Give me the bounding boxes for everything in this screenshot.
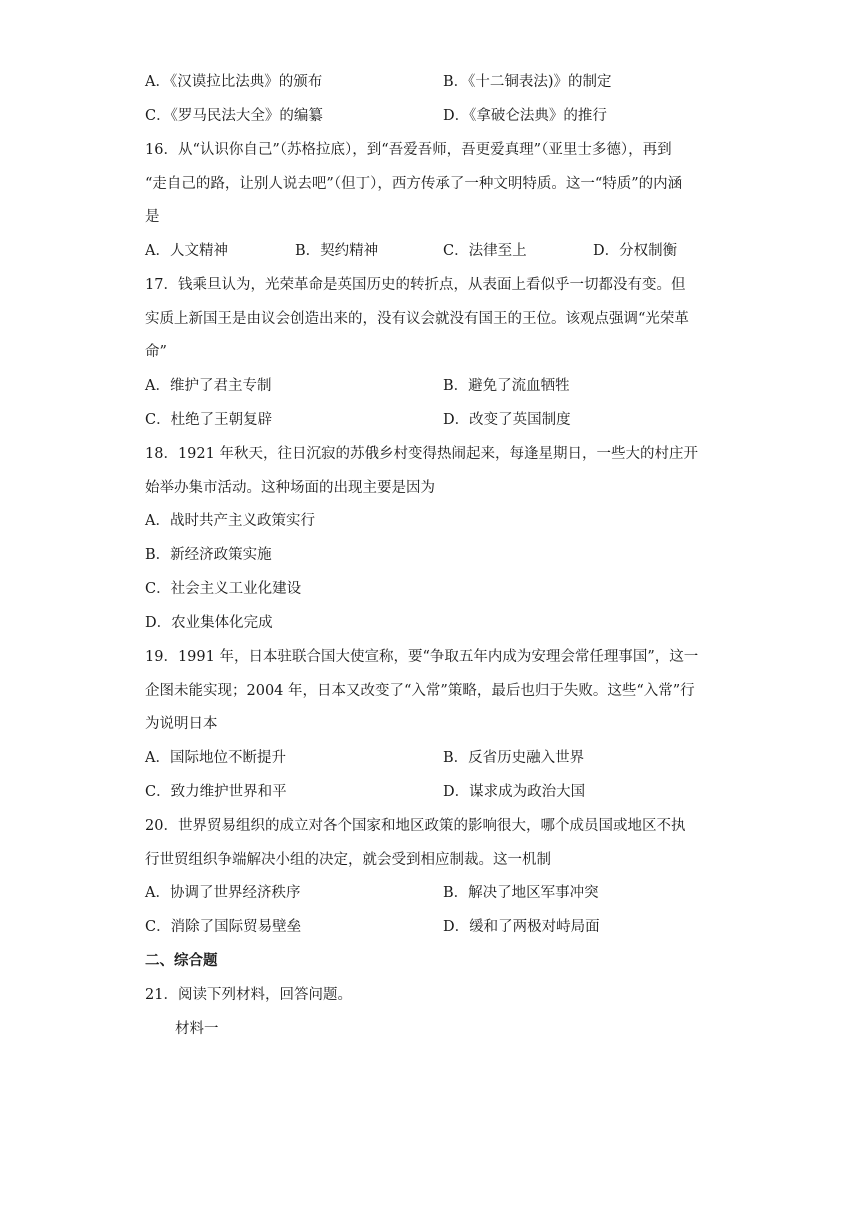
q16-stem-line-1: 16．从“认识你自己”（苏格拉底），到“吾爱吾师，吾更爱真理”（亚里士多德），再到 <box>145 142 672 158</box>
q16-stem-line-3: 是 <box>145 209 160 225</box>
q18-stem-line-2: 始举办集市活动。这种场面的出现主要是因为 <box>145 480 435 496</box>
q16-option-a: A．人文精神 <box>145 243 228 259</box>
q19-option-a: A．国际地位不断提升 <box>145 750 286 766</box>
q19-option-b: B．反省历史融入世界 <box>443 750 585 766</box>
section-title: 二、综合题 <box>145 952 218 969</box>
q20-stem-line-1: 20．世界贸易组织的成立对各个国家和地区政策的影响很大，哪个成员国或地区不执 <box>145 818 686 834</box>
q17-stem-line-1: 17．钱乘旦认为，光荣革命是英国历史的转折点，从表面上看似乎一切都没有变。但 <box>145 277 686 293</box>
q17-option-a: A．维护了君主专制 <box>145 378 272 394</box>
q19-option-c: C．致力维护世界和平 <box>145 784 287 800</box>
q15-option-b: B．《十二铜表法)》的制定 <box>443 74 612 90</box>
q16-stem-line-2: “走自己的路，让别人说去吧”（但丁），西方传承了一种文明特质。这一“特质”的内涵 <box>145 176 683 192</box>
q17-stem-line-3: 命” <box>145 344 167 360</box>
q15-option-a: A．《汉谟拉比法典》的颁布 <box>145 74 323 90</box>
q17-option-c: C．杜绝了王朝复辟 <box>145 412 273 428</box>
q16-option-c: C．法律至上 <box>443 243 527 259</box>
q15-option-c: C．《罗马民法大全》的编纂 <box>145 108 323 124</box>
q19-stem-line-3: 为说明日本 <box>145 716 218 732</box>
q21-stem: 21．阅读下列材料，回答问题。 <box>145 987 352 1003</box>
q20-option-a: A．协调了世界经济秩序 <box>145 885 301 901</box>
q16-option-b: B．契约精神 <box>295 243 379 259</box>
q18-option-c: C．社会主义工业化建设 <box>145 581 302 597</box>
q16-option-d: D．分权制衡 <box>593 243 678 259</box>
q19-stem-line-2: 企图未能实现；2004 年，日本又改变了“入常”策略，最后也归于失败。这些“入常”行 <box>145 683 695 699</box>
q17-stem-line-2: 实质上新国王是由议会创造出来的，没有议会就没有国王的王位。该观点强调“光荣革 <box>145 311 689 327</box>
q20-option-d: D．缓和了两极对峙局面 <box>443 919 600 935</box>
q21-material-label: 材料一 <box>175 1021 219 1037</box>
q18-option-a: A．战时共产主义政策实行 <box>145 513 315 529</box>
q18-option-d: D．农业集体化完成 <box>145 615 273 631</box>
q18-stem-line-1: 18．1921 年秋天，往日沉寂的苏俄乡村变得热闹起来，每逢星期日，一些大的村庄开 <box>145 446 698 462</box>
q17-option-b: B．避免了流血牺牲 <box>443 378 570 394</box>
q19-stem-line-1: 19．1991 年，日本驻联合国大使宣称，要“争取五年内成为安理会常任理事国”，这一 <box>145 649 699 665</box>
q20-option-c: C．消除了国际贸易壁垒 <box>145 919 302 935</box>
q15-option-d: D．《拿破仑法典》的推行 <box>443 108 607 124</box>
q19-option-d: D．谋求成为政治大国 <box>443 784 586 800</box>
q20-stem-line-2: 行世贸组织争端解决小组的决定，就会受到相应制裁。这一机制 <box>145 852 551 868</box>
q20-option-b: B．解决了地区军事冲突 <box>443 885 599 901</box>
q17-option-d: D．改变了英国制度 <box>443 412 571 428</box>
q18-option-b: B．新经济政策实施 <box>145 547 272 563</box>
